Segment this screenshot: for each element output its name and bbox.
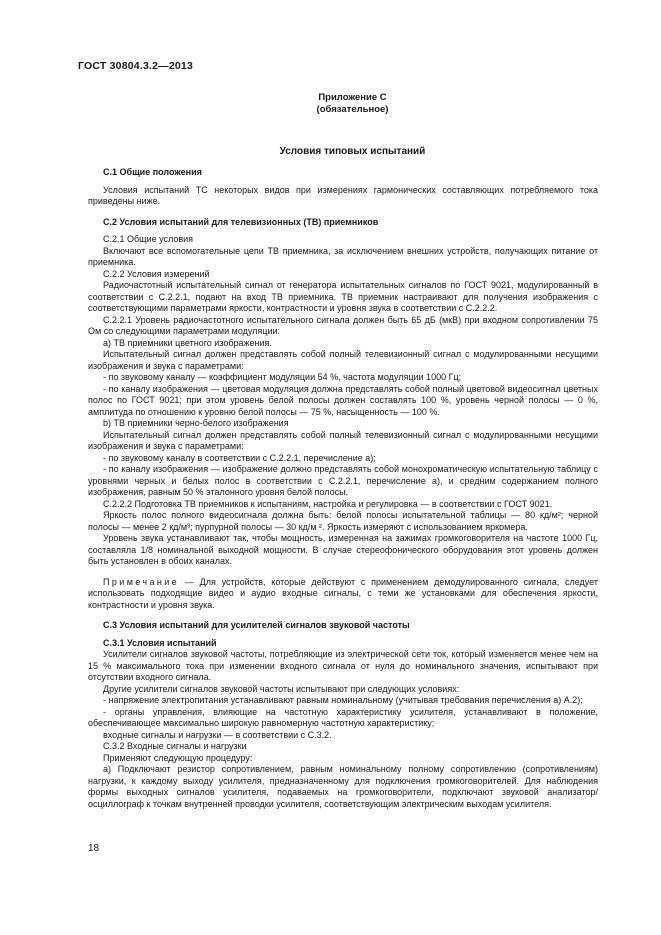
section-heading-c1: С.1 Общие положения (103, 167, 202, 177)
annex-title: Приложение С (318, 92, 387, 103)
paragraph: входные сигналы и нагрузки — в соответствии с С.3.2. (103, 729, 332, 740)
section-heading-c31: С.3.1 Условия испытаний (103, 637, 217, 648)
paragraph: Испытательный сигнал должен представлять собой полный телевизионный сигнал с модулированными несущими изображения и звука с параметрами: (88, 429, 598, 451)
note (88, 577, 598, 612)
paragraph: Другие усилители сигналов звуковой частоты испытывают при следующих условиях: (103, 683, 460, 694)
paragraph: С.2.1 Общие условия (103, 234, 194, 244)
page-number: 18 (88, 843, 100, 854)
section-heading-c2: С.2 Условия испытаний для телевизионных (ТВ) приемников (103, 216, 379, 227)
standard-header: ГОСТ 30804.3.2—2013 (78, 60, 194, 72)
paragraph: b) ТВ приемники черно-белого изображения (103, 418, 289, 428)
paragraph: а) Подключают резистор сопротивлением, равным номинальному полному сопротивлению (сопротивлениям) нагрузки, к каждому выходу усилителя, предназначенному для подключения громкоговорителей. Для наблюдения формы выходных сигналов усилителя, подаваемых на громкоговорители, подключают звуковой анализатор/осциллограф к точкам внутренней проводки усилителя, соответствующим электрическим выходам усилителя. (88, 764, 598, 809)
paragraph: - напряжение электропитания устанавливают равным номинальному (учитывая требования перечисления а) А.2); (103, 695, 583, 705)
paragraph: Применяют следующую процедуру: (103, 752, 253, 763)
paragraph: Яркость полос полного видеосигнала должна быть: белой полосы испытательной таблицы — 80 кд/м²; черной полосы — менее 2 кд/м³; пурпурной полосы — 30 кд/м ². Яркость измеряют с использованием яркомера. (88, 510, 598, 532)
paragraph: С.2.2 Условия измерений (103, 268, 210, 279)
note-label: Примечание (103, 576, 180, 587)
paragraph: Радиочастотный испытательный сигнал от генератора испытательных сигналов по ГОСТ 9021, модулированный в соответствии с С.2.2.1, подают на вход ТВ приемника. ТВ приемник настраивают для получения изображения с соответствующими параметрами яркости, контрастности и уровня звука в соответствии с С.2.2.2. (88, 280, 598, 313)
paragraph: - по звуковому каналу в соответствии с С.2.2.1, перечисление а); (103, 452, 376, 463)
paragraph: - органы управления, влияющие на частотную характеристику усилителя, устанавливают в положение, обеспечивающее максимально широкую равномерную частотную характеристику; (88, 706, 598, 728)
paragraph: С.2.2.2 Подготовка ТВ приемников к испытаниям, настройка и регулировка — в соответствии с ГОСТ 9021. (103, 498, 553, 509)
note-text: — Для устройств, которые действуют с применением демодулированного сигнала, следует использовать подходящие видео и аудио входные сигналы, с теми же установками для обеспечения яркости, контрастности и уровня звука. (88, 576, 598, 610)
annex-status: (обязательное) (316, 104, 389, 115)
paragraph: - по каналу изображения — изображение должно представлять собой монохроматическую испытательную таблицу с уровнями черных и белых полос в соответствии с С.2.2.1, перечисление а), и средним содержанием полного изображения, равным 50 % эталонного уровня белой полосы. (88, 464, 598, 497)
document-body (88, 167, 598, 810)
paragraph: Усилители сигналов звуковой частоты, потребляющие из электрической сети ток, который изменяется менее чем на 15 % максимального тока при изменении входного сигнала от нуля до номинального значения, испытывают при отсутствии входного сигнала. (88, 649, 598, 682)
paragraph: а) ТВ приемники цветного изображения. (103, 337, 272, 348)
paragraph: Включают все вспомогательные цепи ТВ приемника, за исключением внешних устройств, получающих питание от приемника. (88, 245, 598, 267)
paragraph: Уровень звука устанавливают так, чтобы мощность, измеренная на зажимах громкоговорителя на частоте 1000 Гц, составляла 1/8 номинальной выходной мощности. В случае стереофонического оборудования этот уровень должен быть установлен в обоих каналах. (88, 533, 598, 566)
paragraph: Испытательный сигнал должен представлять собой полный телевизионный сигнал с модулированными несущими изображения и звука с параметрами: (88, 349, 598, 371)
document-title: Условия типовых испытаний (279, 146, 426, 157)
paragraph: С.2.2.1 Уровень радиочастотного испытательного сигнала должен быть 65 дБ (мкВ) при входном сопротивлении 75 Ом со следующими параметрами модуляции: (88, 314, 598, 336)
section-heading-c3: С.3 Условия испытаний для усилителей сигналов звуковой частоты (103, 620, 410, 630)
paragraph: - по звуковому каналу — коэффициент модуляции 54 %, частота модуляции 1000 Гц; (103, 372, 462, 382)
paragraph: - по каналу изображения — цветовая модуляция должна представлять собой полный цветовой видеосигнал цветных полос по ГОСТ 9021; при этом уровень белой полосы должен составлять 100 %, уровень черной полосы — 0 %, амплитуда по отношению к уровню белой полосы — 75 %, насыщенность — 100 %. (88, 383, 598, 417)
paragraph: С.3.2 Входные сигналы и нагрузки (103, 741, 247, 751)
paragraph: Условия испытаний ТС некоторых видов при измерениях гармонических составляющих потребляемого тока приведены ниже. (88, 184, 598, 206)
